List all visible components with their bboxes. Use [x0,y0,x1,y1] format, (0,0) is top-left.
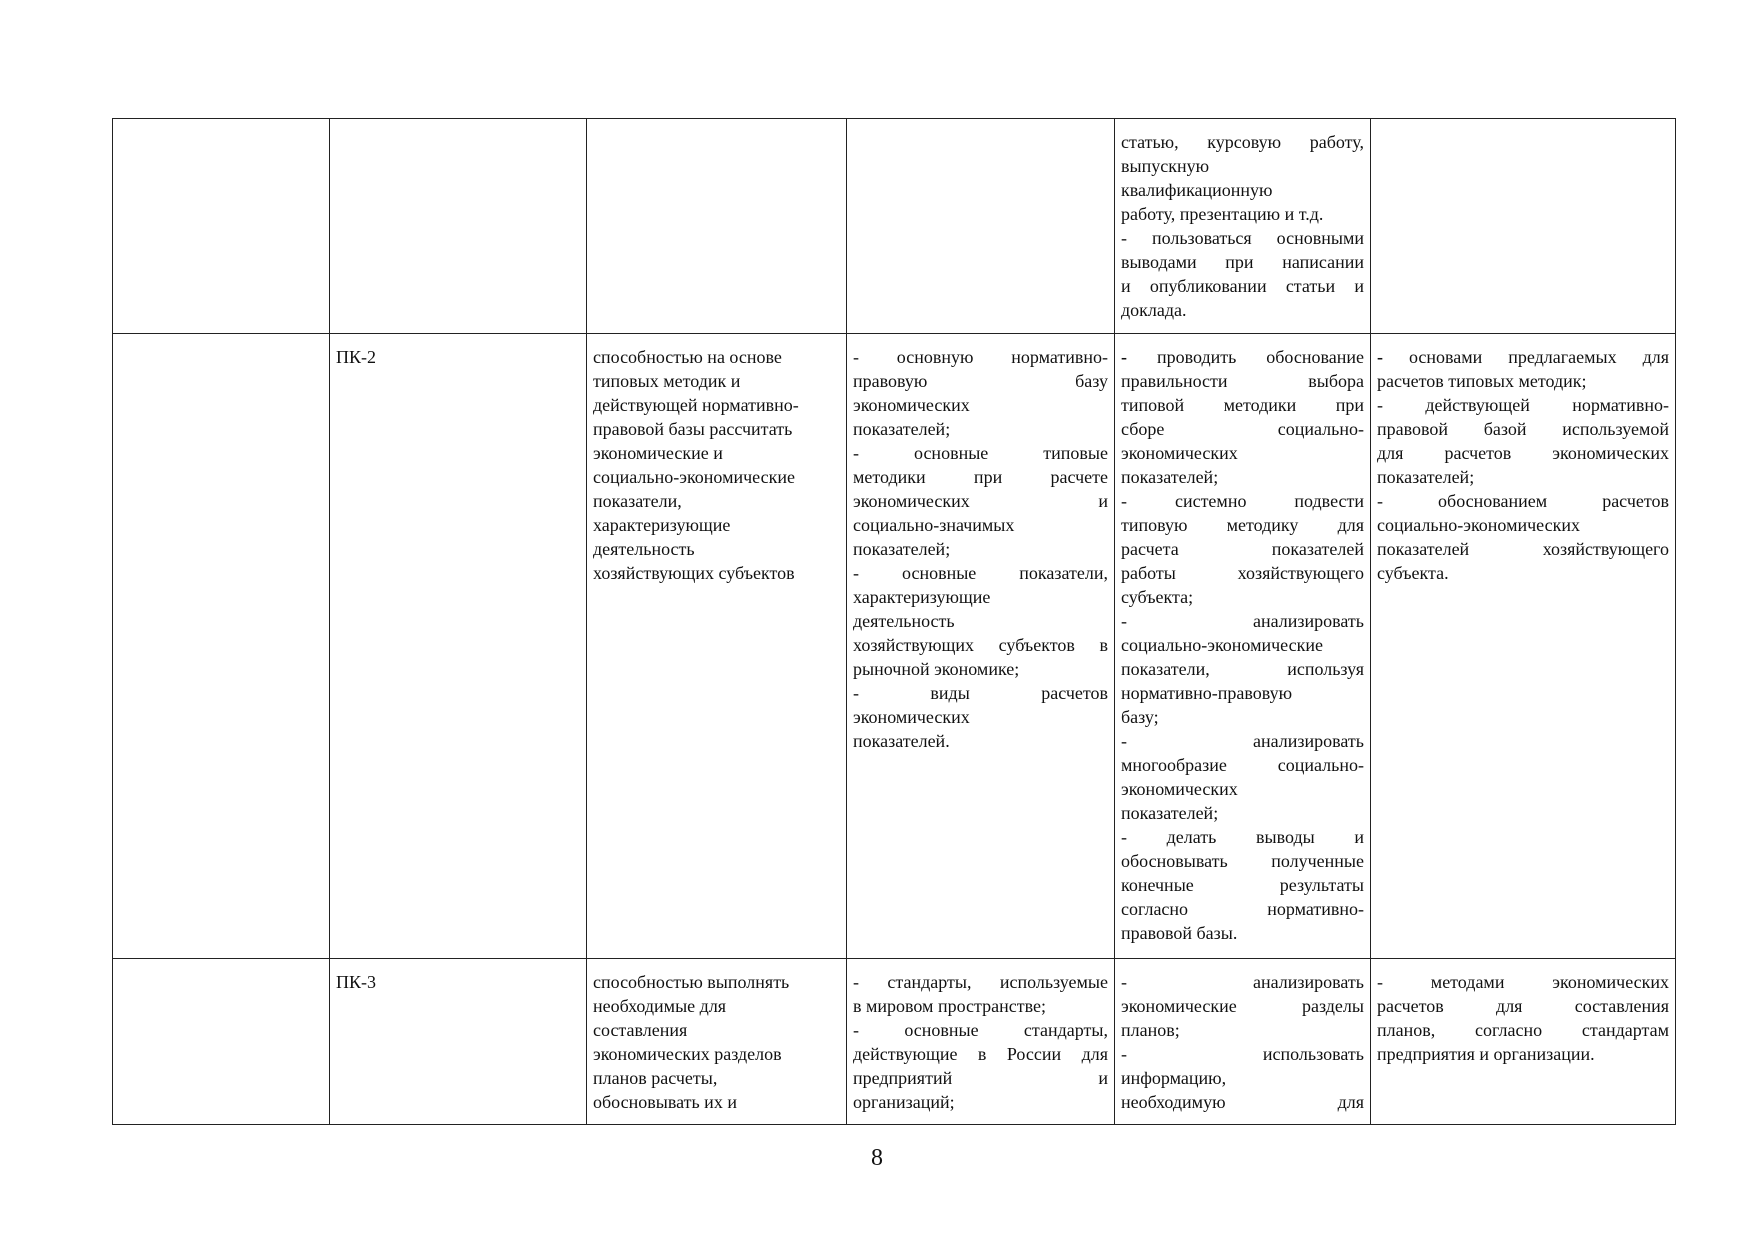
text-line: действующие в России для [853,1044,1108,1064]
text-line: деятельность [853,611,955,631]
competence-code-cell [330,119,587,334]
blank-cell [113,959,330,1125]
skills-cell [1115,119,1371,334]
text-line: расчетов для составления [1377,996,1669,1016]
skills-cell [1115,959,1371,1125]
text-line: - обоснованием расчетов [1377,491,1669,511]
text-line: - анализировать [1121,611,1364,631]
text-line: планов, согласно стандартам [1377,1020,1669,1040]
text-line: экономических и [853,491,1108,511]
text-line: - системно подвести [1121,491,1364,511]
text-line: необходимые для [593,996,727,1016]
knowledge-cell [847,119,1115,334]
text-line: выпускную [1121,156,1210,176]
table-row [113,334,1676,959]
text-line: для расчетов экономических [1377,443,1669,463]
text-line: типовой методики при [1121,395,1364,415]
text-line: информацию, [1121,1068,1227,1088]
mastery-cell [1371,334,1676,959]
text-line: способностью на основе [593,347,782,367]
text-line: - использовать [1121,1044,1364,1064]
text-line: - основные стандарты, [853,1020,1108,1040]
text-line: доклада. [1121,300,1187,320]
text-line: экономических [1121,443,1238,463]
text-line: расчетов типовых методик; [1377,371,1587,391]
text-line: в мировом пространстве; [853,996,1046,1016]
blank-cell [113,119,330,334]
text-line: и опубликовании статьи и [1121,276,1364,296]
text-line: многообразие социально- [1121,755,1364,775]
competence-code-cell: ПК-2 [330,334,587,959]
text-line: конечные результаты [1121,875,1364,895]
knowledge-cell [847,334,1115,959]
text-line: - основами предлагаемых для [1377,347,1669,367]
text-line: базу; [1121,707,1159,727]
text-line: необходимую для [1121,1092,1364,1112]
text-line: предприятия и организации. [1377,1044,1595,1064]
text-line: - анализировать [1121,731,1364,751]
text-line: типовых методик и [593,371,741,391]
text-line: способностью выполнять [593,972,790,992]
text-line: экономические и [593,443,723,463]
page-number: 8 [871,1145,883,1171]
text-line: экономических разделов [593,1044,782,1064]
text-line: статью, курсовую работу, [1121,132,1364,152]
mastery-cell [1371,119,1676,334]
text-line: характеризующие [593,515,731,535]
blank-cell [113,334,330,959]
competence-code-cell: ПК-3 [330,959,587,1125]
text-line: показателей; [1121,803,1219,823]
text-line: - делать выводы и [1121,827,1364,847]
text-line: правовой базой используемой [1377,419,1669,439]
text-line: - методами экономических [1377,972,1669,992]
text-line: - анализировать [1121,972,1364,992]
text-line: правовую базу [853,371,1108,391]
text-line: правовой базы рассчитать [593,419,793,439]
text-line: субъекта; [1121,587,1194,607]
text-line: показателей. [853,731,950,751]
text-line: хозяйствующих субъектов в [853,635,1108,655]
knowledge-cell [847,959,1115,1125]
text-line: субъекта. [1377,563,1449,583]
text-line: показателей; [1377,467,1475,487]
text-line: экономических [853,395,970,415]
text-line: работы хозяйствующего [1121,563,1364,583]
text-line: согласно нормативно- [1121,899,1364,919]
text-line: обосновывать полученные [1121,851,1364,871]
text-line: показателей; [1121,467,1219,487]
text-line: экономических [1121,779,1238,799]
text-line: хозяйствующих субъектов [593,563,795,583]
text-line: работу, презентацию и т.д. [1121,204,1324,224]
text-line: - основные типовые [853,443,1108,463]
text-line: - действующей нормативно- [1377,395,1669,415]
text-line: - основную нормативно- [853,347,1108,367]
text-line: характеризующие [853,587,991,607]
text-line: нормативно-правовую [1121,683,1293,703]
text-line: планов расчеты, [593,1068,718,1088]
text-line: социально-экономические [593,467,795,487]
text-line: обосновывать их и [593,1092,737,1112]
competence-description-cell [587,959,847,1125]
text-line: - проводить обоснование [1121,347,1364,367]
text-line: организаций; [853,1092,955,1112]
text-line: экономические разделы [1121,996,1364,1016]
text-line: планов; [1121,1020,1180,1040]
text-line: сборе социально- [1121,419,1364,439]
text-line: правильности выбора [1121,371,1364,391]
text-line: - основные показатели, [853,563,1108,583]
text-line: показатели, используя [1121,659,1364,679]
text-line: выводами при написании [1121,252,1364,272]
text-line: типовую методику для [1121,515,1364,535]
text-line: составления [593,1020,688,1040]
skills-cell [1115,334,1371,959]
competence-description-cell [587,334,847,959]
mastery-cell [1371,959,1676,1125]
text-line: показатели, [593,491,682,511]
text-line: - стандарты, используемые [853,972,1108,992]
competence-description-cell [587,119,847,334]
competence-table [112,118,1676,1125]
text-line: социально-значимых [853,515,1015,535]
text-line: расчета показателей [1121,539,1364,559]
text-line: показателей хозяйствующего [1377,539,1669,559]
text-line: действующей нормативно- [593,395,799,415]
text-line: квалификационную [1121,180,1273,200]
text-line: правовой базы. [1121,923,1238,943]
text-line: методики при расчете [853,467,1108,487]
text-line: деятельность [593,539,695,559]
text-line: показателей; [853,419,951,439]
text-line: - виды расчетов [853,683,1108,703]
text-line: - пользоваться основными [1121,228,1364,248]
text-line: показателей; [853,539,951,559]
table-row [113,119,1676,334]
text-line: рыночной экономике; [853,659,1020,679]
table-row [113,959,1676,1125]
text-line: социально-экономические [1121,635,1323,655]
text-line: социально-экономических [1377,515,1580,535]
text-line: экономических [853,707,970,727]
text-line: предприятий и [853,1068,1108,1088]
